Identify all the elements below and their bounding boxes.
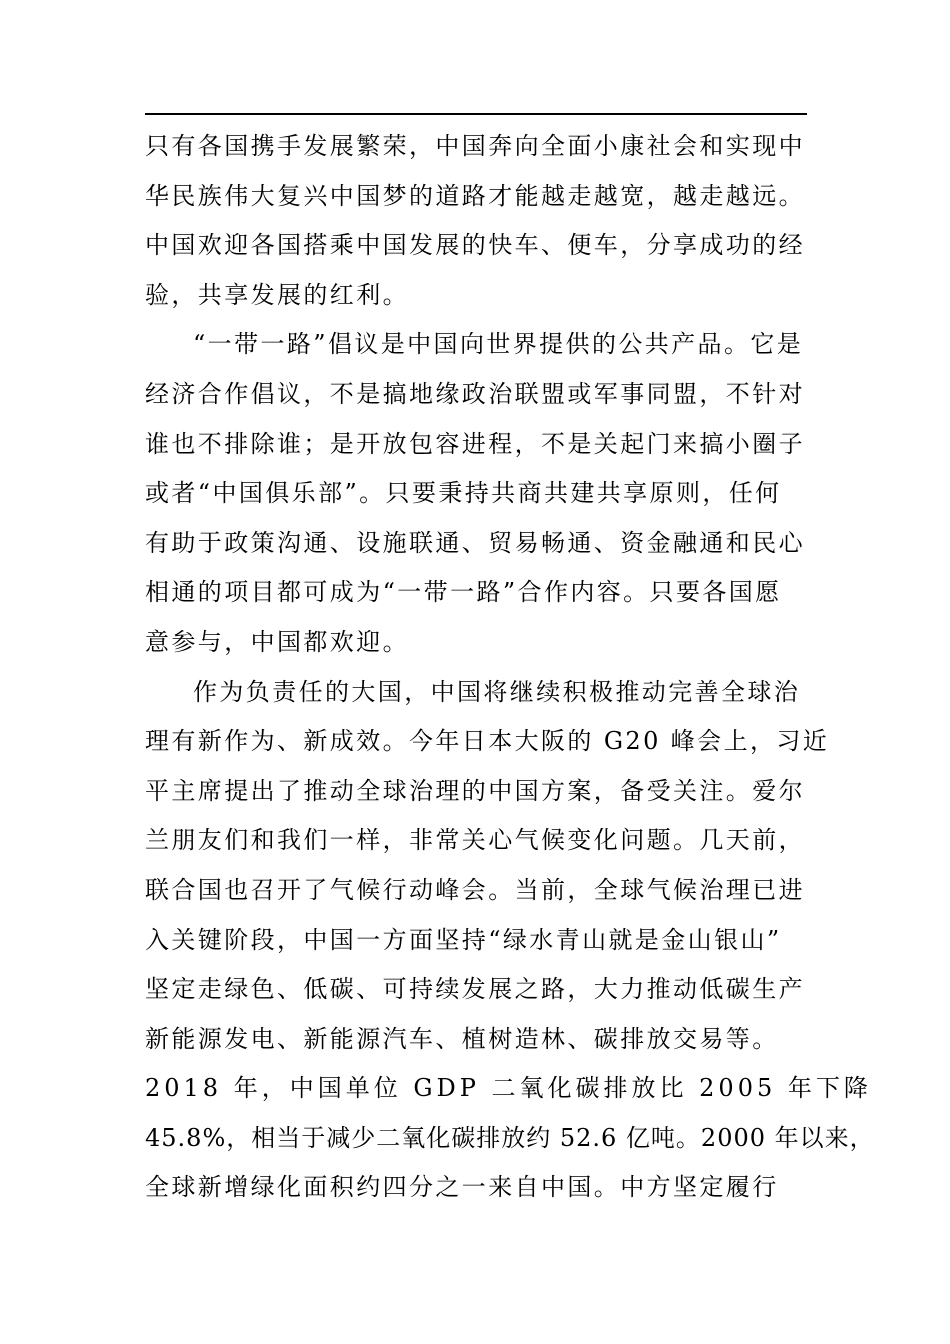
text-line: 或者“中国俱乐部”。只要秉持共商共建共享原则，任何 (145, 479, 782, 508)
paragraph-start-line: 作为负责任的大国，中国将继续积极推动完善全球治 (193, 677, 801, 706)
text-line: 谁也不排除谁；是开放包容进程，不是关起门来搞小圈子 (145, 429, 805, 458)
text-line: 中国欢迎各国搭乘中国发展的快车、便车，分享成功的经 (145, 231, 805, 260)
text-line: 只有各国携手发展繁荣，中国奔向全面小康社会和实现中 (145, 132, 805, 160)
text-line: 兰朋友们和我们一样，非常关心气候变化问题。几天前， (145, 826, 805, 855)
text-line: 45.8%，相当于减少二氧化碳排放约 52.6 亿吨。2000 年以来， (145, 1123, 875, 1152)
text-line: 意参与，中国都欢迎。 (145, 627, 409, 656)
text-line: 相通的项目都可成为“一带一路”合作内容。只要各国愿 (145, 578, 782, 607)
body-text (145, 122, 875, 1213)
text-line: 入关键阶段，中国一方面坚持“绿水青山就是金山银山” (145, 925, 782, 954)
text-line: 验，共享发展的红利。 (145, 280, 409, 309)
text-line: 联合国也召开了气候行动峰会。当前，全球气候治理已进 (145, 875, 805, 904)
header-rule (145, 113, 807, 115)
text-line: 平主席提出了推动全球治理的中国方案，备受关注。爱尔 (145, 776, 805, 805)
text-line: 2018 年，中国单位 GDP 二氧化碳排放比 2005 年下降 (145, 1074, 872, 1103)
text-line: 坚定走绿色、低碳、可持续发展之路，大力推动低碳生产 (145, 975, 805, 1004)
text-line: 新能源发电、新能源汽车、植树造林、碳排放交易等。 (145, 1024, 779, 1053)
text-line: 全球新增绿化面积约四分之一来自中国。中方坚定履行 (145, 1173, 779, 1202)
text-line: 有助于政策沟通、设施联通、贸易畅通、资金融通和民心 (145, 528, 805, 557)
text-line: 经济合作倡议，不是搞地缘政治联盟或军事同盟，不针对 (145, 379, 805, 408)
text-line: 华民族伟大复兴中国梦的道路才能越走越宽，越走越远。 (145, 181, 805, 210)
text-line: 理有新作为、新成效。今年日本大阪的 G20 峰会上，习近 (145, 727, 830, 756)
paragraph-start-line: “一带一路”倡议是中国向世界提供的公共产品。它是 (193, 330, 804, 359)
